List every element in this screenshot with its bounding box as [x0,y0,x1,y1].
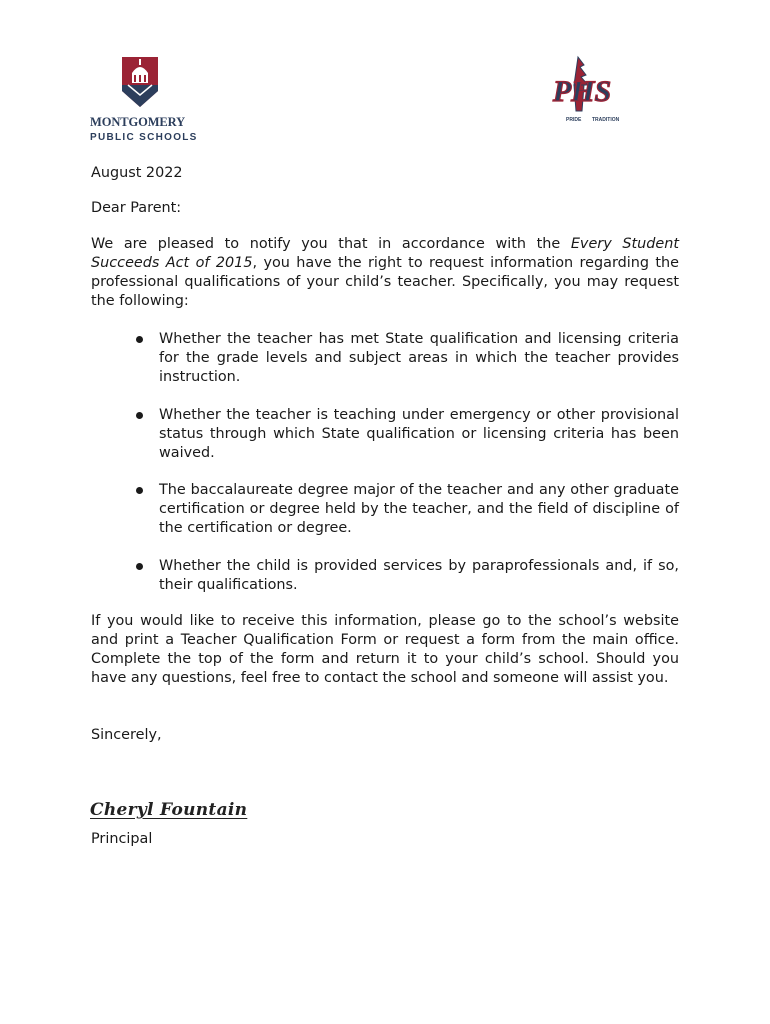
list-item [135,330,679,387]
list-item-text: The baccalaureate degree major of the teacher and any other graduate certification or degree held by the teacher, and the field of discipline of the certification or degree. [159,482,679,536]
bullet-icon [136,563,143,570]
signer-title: Principal [91,831,153,847]
school-logo-tag-left: PRIDE [566,117,582,123]
closing-paragraph: If you would like to receive this information, please go to the school’s website and print a Teacher Qualification Form or request a form from the main office. Complete the top of the form and return it to your child’s school. Should you have any questions, feel free to contact the school and someone will assist you. [91,613,679,686]
list-item-text: Whether the teacher is teaching under emergency or other provisional status through which State qualification or licensing criteria has been waived. [159,406,679,461]
school-logo-text: PHS [552,75,612,108]
salutation: Dear Parent: [91,200,182,216]
intro-text-start: We are pleased to notify you that in accordance with the [91,236,571,252]
bullet-icon [136,412,143,419]
district-logo [90,55,200,147]
signature: Cheryl Fountain [90,800,248,820]
district-name: MONTGOMERY [90,115,186,129]
district-subtitle: PUBLIC SCHOOLS [90,132,198,143]
school-logo [534,55,630,131]
valediction: Sincerely, [91,727,162,743]
school-mascot-logo-icon [534,55,630,117]
bullet-icon [136,336,143,343]
list-item-text: Whether the child is provided services by paraprofessionals and, if so, their qualifications. [159,557,679,593]
list-item-text: Whether the teacher has met State qualification and licensing criteria for the grade levels and subject areas in which the teacher provides instruction. [159,331,679,385]
act-name: Every Student Succeeds Act of 2015 [91,236,680,271]
school-crest-icon [120,55,160,109]
bullet-icon [136,487,143,494]
request-list [135,330,679,613]
intro-paragraph [91,235,679,311]
list-item [135,557,679,595]
letter-date: August 2022 [91,165,183,181]
list-item [135,406,679,463]
list-item [135,481,679,538]
school-logo-tag-right: TRADITION [592,117,620,123]
intro-text-end: , you have the right to request information regarding the professional qualifications of your child’s teacher. Specifically, you may request the following: [91,255,679,309]
